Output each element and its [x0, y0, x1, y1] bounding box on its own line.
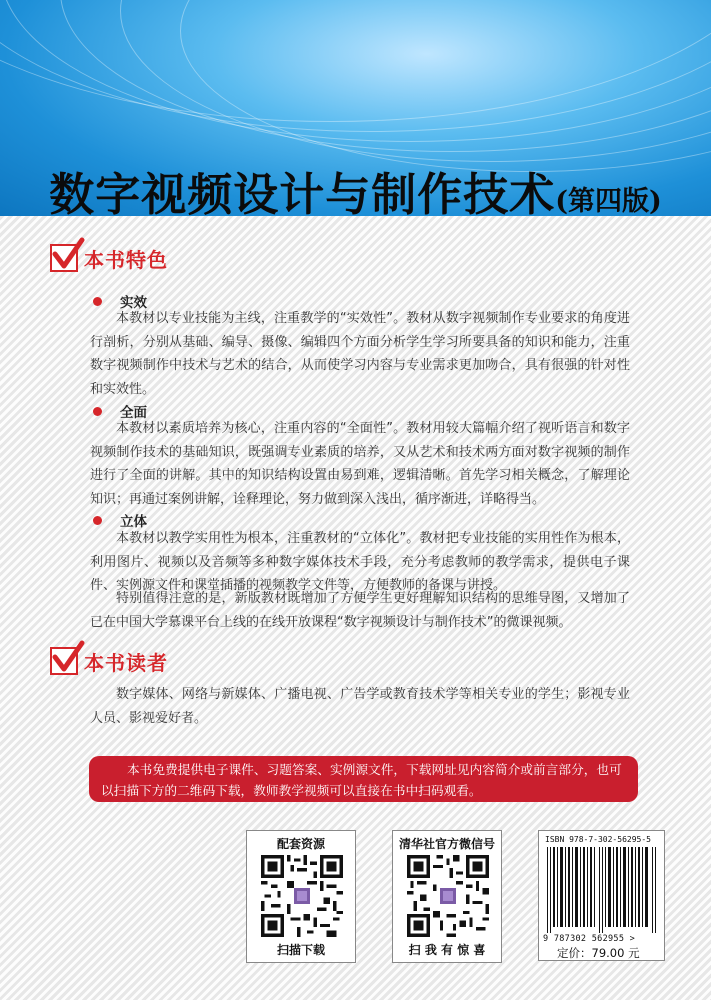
feature-label: 实效	[120, 295, 147, 311]
feature-extra-text: 特别值得注意的是，新版教材既增加了方便学生更好理解知识结构的思维导图，又增加了已在中国大学慕课平台上线的在线开放课程“数字视频设计与制作技术”的微课视频。	[90, 591, 630, 630]
qr-card-wechat	[392, 830, 502, 963]
isbn-text: ISBN 978-7-302-56295-5	[545, 835, 651, 844]
title-text: 数字视频设计与制作技术	[49, 168, 556, 221]
readers-text: 数字媒体、网络与新媒体、广播电视、广告学或教育技术学等相关专业的学生；影视专业人员、影视爱好者。	[90, 687, 630, 726]
features-heading	[50, 242, 168, 274]
feature-text: 本教材以教学实用性为根本，注重教材的“立体化”。教材把专业技能的实用性作为根本，利用图片、视频以及音频等多种数字媒体技术手段，充分考虑教师的教学需求，提供电子课件、实例源文件和课堂插播的视频教学文件等，方便教师的备课与讲授。	[90, 531, 630, 593]
qr-footer: 扫描下载	[276, 943, 325, 957]
checkmark-icon	[50, 244, 78, 272]
readers-heading	[50, 645, 168, 677]
feature-label: 全面	[120, 405, 147, 421]
readers-heading-label: 本书读者	[84, 650, 168, 675]
bullet-icon	[93, 516, 102, 525]
barcode-bars-icon	[547, 847, 657, 933]
checkmark-icon	[50, 647, 78, 675]
download-notice: 本书免费提供电子课件、习题答案、实例源文件，下载网址见内容简介或前言部分，也可以扫描下方的二维码下载，教师教学视频可以直接在书中扫码观看。	[89, 756, 638, 802]
price-label: 定价：79.00 元	[557, 946, 640, 960]
isbn-barcode	[538, 830, 665, 961]
edition-text: (第四版)	[555, 186, 662, 217]
bullet-icon	[93, 407, 102, 416]
book-title	[0, 158, 711, 223]
qr-caption: 配套资源	[276, 837, 325, 851]
qr-footer: 扫 我 有 惊 喜	[408, 943, 486, 957]
qr-code-icon[interactable]	[407, 855, 489, 937]
feature-text: 本教材以专业技能为主线，注重教学的“实效性”。教材从数字视频制作专业要求的角度进行剖析，分别从基础、编导、摄像、编辑四个方面分析学生学习所要具备的知识和能力，注重数字视频制作中技术与艺术的结合，从而使学习内容与专业需求更加吻合，具有很强的针对性和实效性。	[90, 311, 630, 397]
feature-label: 立体	[120, 514, 147, 530]
qr-code-icon[interactable]	[261, 855, 343, 937]
features-heading-label: 本书特色	[84, 247, 168, 272]
feature-text: 本教材以素质培养为核心，注重内容的“全面性”。教材用较大篇幅介绍了视听语言和数字视频制作技术的基础知识，既强调专业素质的培养，又从艺术和技术两方面对数字视频的制作进行了全面的讲解。其中的知识结构设置由易到难，逻辑清晰。首先学习相关概念，了解理论知识；再通过案例讲解，诠释理论，努力做到深入浅出，循序渐进，详略得当。	[90, 421, 630, 507]
bullet-icon	[93, 297, 102, 306]
qr-caption: 清华社官方微信号	[398, 837, 495, 851]
qr-card-resources	[246, 830, 356, 963]
barcode-digits: 9 787302 562955 >	[543, 934, 636, 944]
